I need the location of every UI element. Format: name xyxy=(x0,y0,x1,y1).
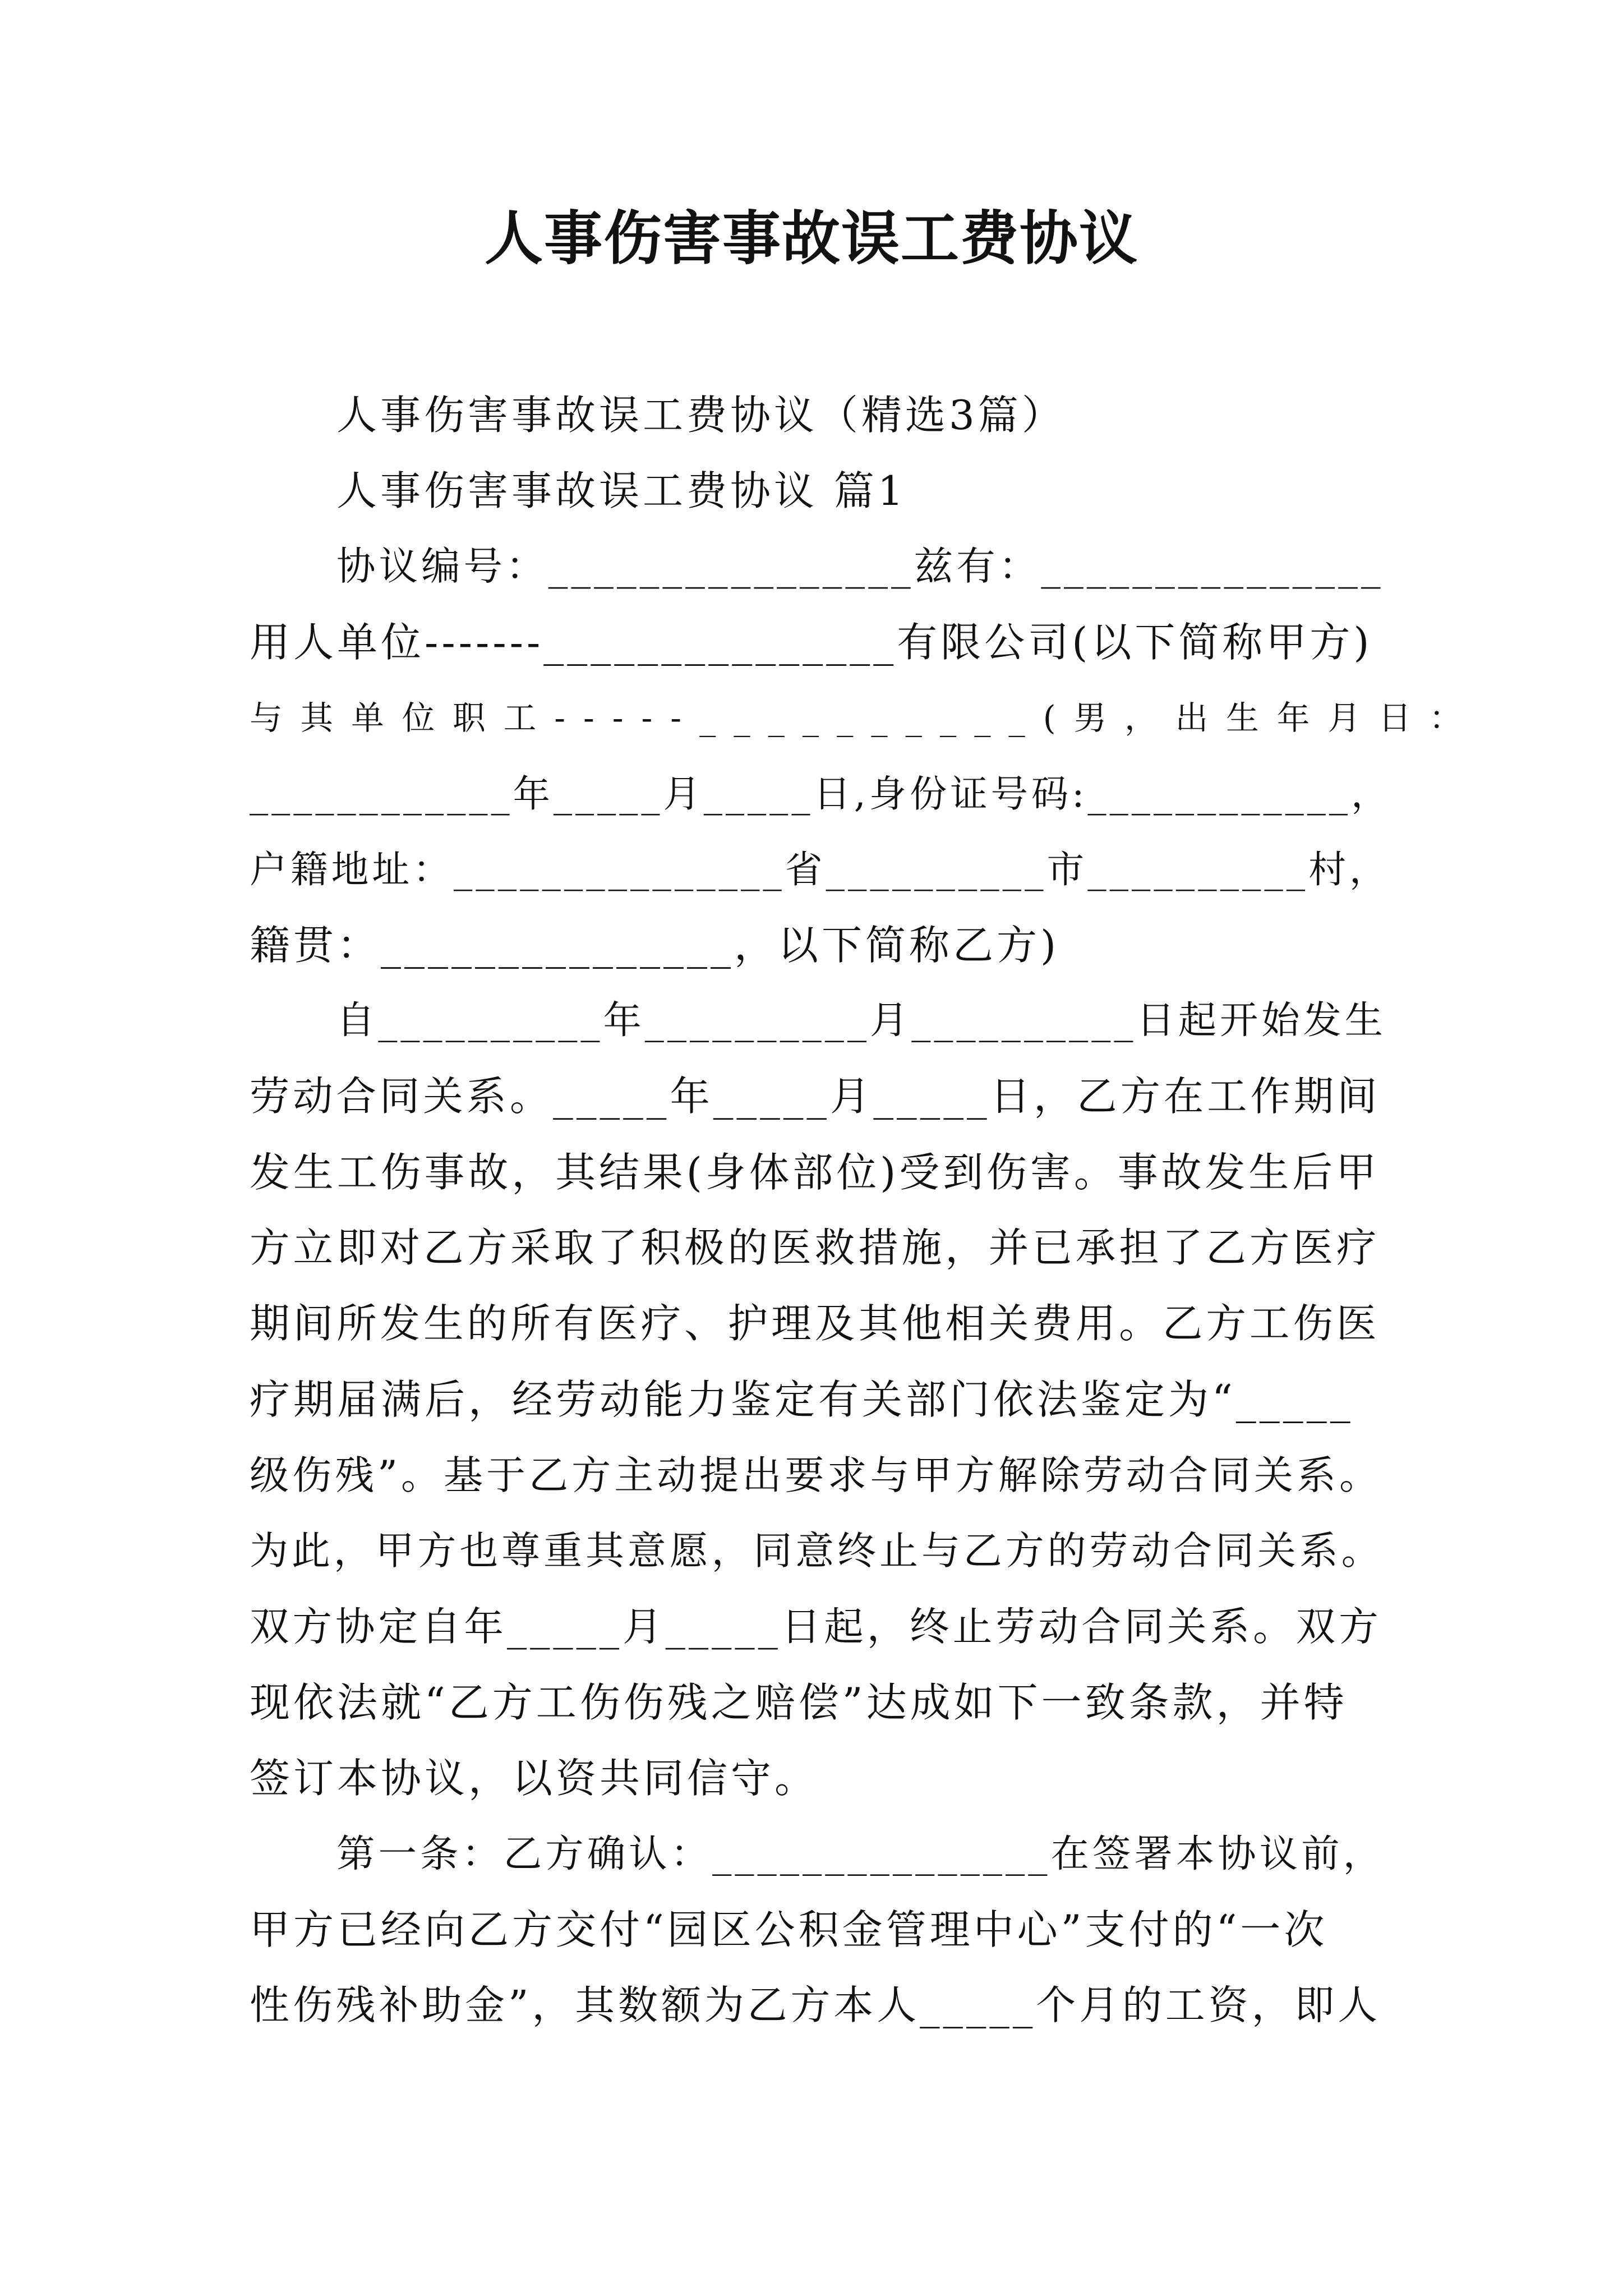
paragraph-line: 级伤残”。基于乙方主动提出要求与甲方解除劳动合同关系。 xyxy=(250,1452,1382,1498)
paragraph-line: 现依法就“乙方工伤伤残之赔偿”达成如下一致条款，并特 xyxy=(250,1679,1348,1726)
article-1-line: 第一条：乙方确认：_______________在签署本协议前， xyxy=(336,1832,1385,1876)
paragraph-line: 期间所发生的所有医疗、护理及其他相关费用。乙方工伤医 xyxy=(250,1300,1380,1347)
paragraph-line: 为此，甲方也尊重其意愿，同意终止与乙方的劳动合同关系。 xyxy=(250,1529,1384,1573)
paragraph-line: 籍贯：_______________，以下简称乙方) xyxy=(250,922,1060,969)
paragraph-line: 甲方已经向乙方交付“园区公积金管理中心”支付的“一次 xyxy=(250,1906,1328,1953)
paragraph-line: 性伤残补助金”，其数额为乙方本人_____个月的工资，即人 xyxy=(250,1982,1381,2028)
document-title: 人事伤害事故误工费协议 xyxy=(484,204,1138,273)
paragraph-line: 方立即对乙方采取了积极的医救措施，并已承担了乙方医疗 xyxy=(250,1225,1380,1271)
paragraph-line: 户籍地址：_______________省__________市__________村， xyxy=(250,848,1390,891)
subtitle-line: 人事伤害事故误工费协议（精选3篇） xyxy=(336,392,1066,439)
section-heading: 人事伤害事故误工费协议 篇1 xyxy=(336,467,907,514)
paragraph-line: 发生工伤事故，其结果(身体部位)受到伤害。事故发生后甲 xyxy=(250,1149,1380,1196)
paragraph-line: 与其单位职工-----__________(男，出生年月日： xyxy=(250,699,1480,737)
paragraph-line: 自__________年__________月__________日起开始发生 xyxy=(336,999,1386,1043)
paragraph-line: 签订本协议，以资共同信守。 xyxy=(250,1755,819,1802)
paragraph-line: 用人单位-------_______________有限公司(以下简称甲方) xyxy=(250,619,1373,666)
paragraph-line: ____________年_____月_____日,身份证号码:____________， xyxy=(250,772,1392,816)
paragraph-line: 疗期届满后，经劳动能力鉴定有关部门依法鉴定为“_____ xyxy=(250,1376,1354,1423)
paragraph-line: 双方协定自年_____月_____日起，终止劳动合同关系。双方 xyxy=(250,1604,1382,1650)
paragraph-line: 协议编号：________________兹有：_______________ xyxy=(336,544,1384,589)
paragraph-line: 劳动合同关系。_____年_____月_____日，乙方在工作期间 xyxy=(250,1073,1381,1120)
